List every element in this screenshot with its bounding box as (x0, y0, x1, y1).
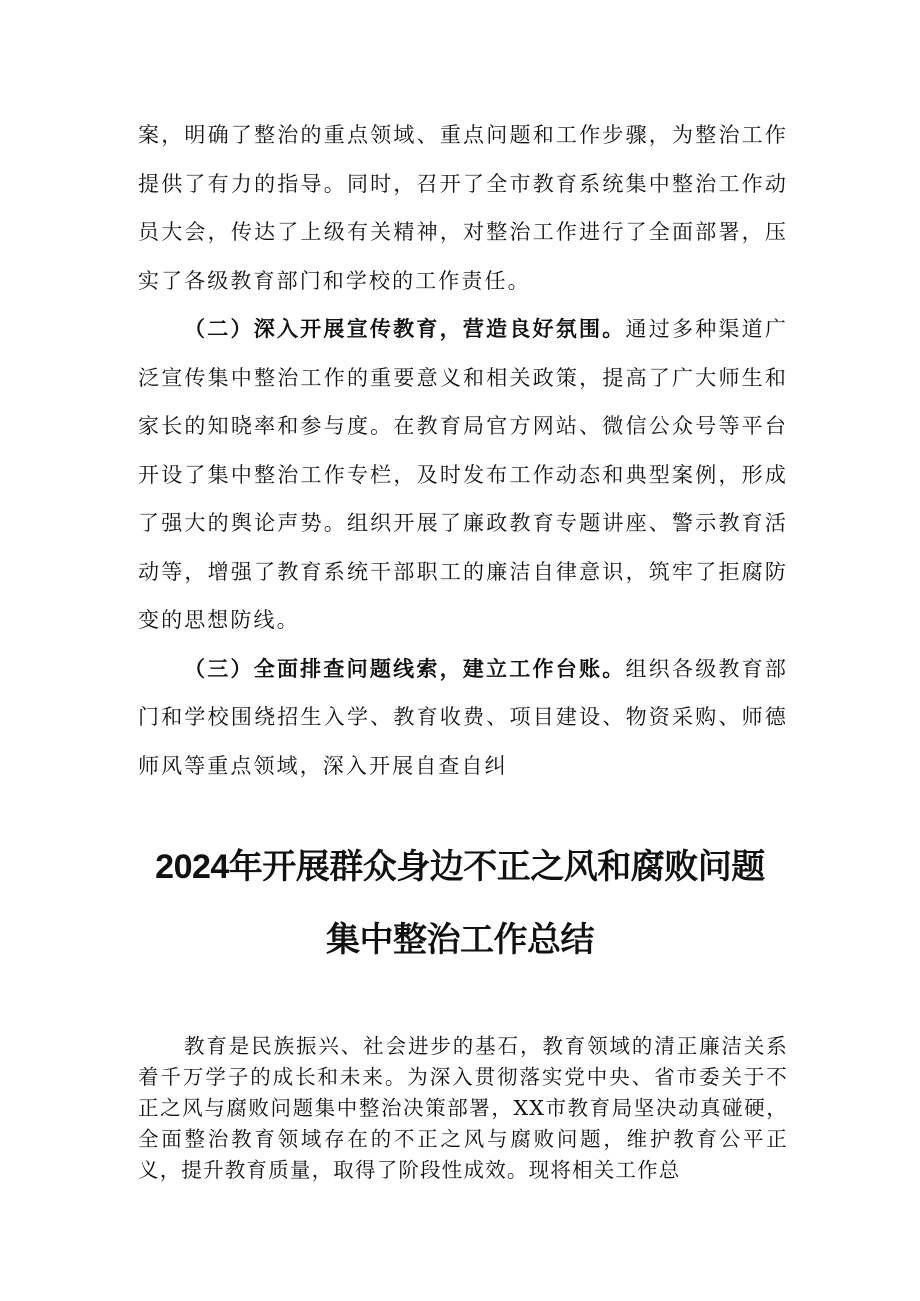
paragraph-text: 案，明确了整治的重点领域、重点问题和工作步骤，为整治工作提供了有力的指导。同时，召开了全市教育系统集中整治工作动员大会，传达了上级有关精神，对整治工作进行了全面部署，压实了各级教育部门和学校的工作责任。 (138, 123, 788, 293)
section-heading: （三）全面排查问题线索，建立工作台账。 (184, 655, 626, 681)
document-title-line-1: 2024年开展群众身边不正之风和腐败问题 (155, 848, 765, 886)
paragraph-text: 组织各级教育部门和学校围绕招生入学、教育收费、项目建设、物资采购、师德师风等重点领域，深入开展自查自纠 (138, 656, 788, 778)
paragraph-section-3 (138, 645, 788, 791)
section-heading: （二）深入开展宣传教育，营造良好氛围。 (184, 316, 626, 341)
paragraph-section-2 (138, 305, 788, 645)
previous-document-tail (138, 111, 788, 790)
paragraph-text: 通过多种渠道广泛宣传集中整治工作的重要意义和相关政策，提高了广大师生和家长的知晓率和参与度。在教育局官方网站、微信公众号等平台开设了集中整治工作专栏，及时发布工作动态和典型案例，形成了强大的舆论声势。组织开展了廉政教育专题讲座、警示教育活动等，增强了教育系统干部职工的廉洁自律意识，筑牢了拒腐防变的思想防线。 (138, 317, 788, 632)
intro-paragraph (138, 1031, 788, 1186)
paragraph-text: 教育是民族振兴、社会进步的基石，教育领域的清正廉洁关系着千万学子的成长和未来。为深入贯彻落实党中央、省市委关于不正之风与腐败问题集中整治决策部署，XX市教育局坚决动真碰硬，全面整治教育领域存在的不正之风与腐败问题，维护教育公平正义，提升教育质量，取得了阶段性成效。现将相关工作总 (138, 1034, 788, 1182)
new-document-body (138, 1031, 788, 1186)
paragraph-continuation (138, 111, 788, 305)
document-title-line-2: 集中整治工作总结 (326, 921, 594, 959)
